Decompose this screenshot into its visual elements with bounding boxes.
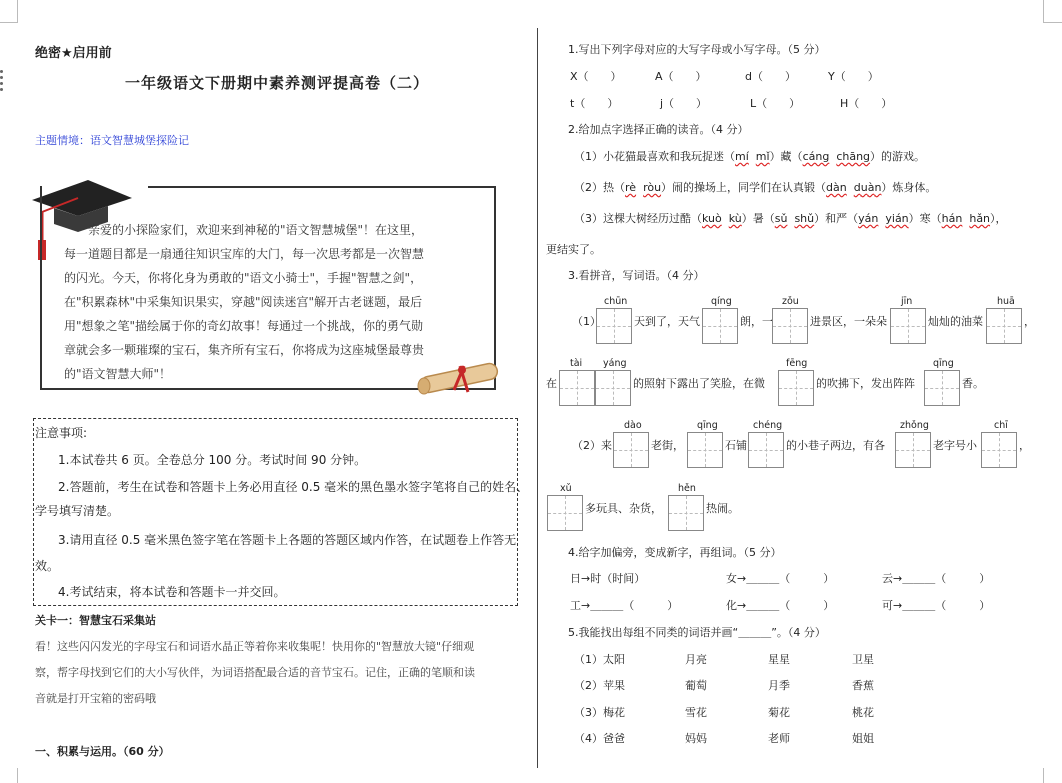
q3-r1-text: ， [1024, 315, 1035, 328]
q1-item-A: A（ ） [655, 70, 707, 83]
char-box[interactable] [895, 432, 931, 468]
story-line-4: 在"积累森林"中采集知识果实，穿越"阅读迷宫"解开古老谜题，最后 [64, 295, 423, 309]
pinyin: chéng [753, 420, 783, 431]
char-box[interactable] [778, 370, 814, 406]
q3-r3-text: 石铺 [725, 439, 747, 452]
char-box[interactable] [748, 432, 784, 468]
confidential-label: 绝密★启用前 [35, 46, 112, 61]
q5-word: 雪花 [685, 706, 707, 719]
q5-word: 葡萄 [685, 679, 707, 692]
q1-title: 1.写出下列字母对应的大写字母或小写字母。（5 分） [568, 43, 826, 56]
q5-word: 星星 [768, 653, 790, 666]
q2-line-3-cont: 更结实了。 [546, 243, 601, 256]
story-line-5: 用"想象之笔"描绘属于你的奇幻故事！每通过一个挑战，你的勇气勋 [64, 319, 424, 333]
q5-word: （4）爸爸 [574, 732, 625, 745]
pinyin: zhǒng [900, 420, 929, 431]
q5-word: 姐姐 [852, 732, 874, 745]
char-box[interactable] [613, 432, 649, 468]
q1-item-L: L（ ） [750, 97, 801, 110]
q5-word: 香蕉 [852, 679, 874, 692]
q4-item: 女→＿＿＿（ ） [726, 572, 835, 585]
corner-mark-bottom-left [17, 768, 18, 783]
level-intro-line-1: 看！这些闪闪发光的字母宝石和词语水晶正等着你来收集呢！快用你的"智慧放大镜"仔细观 [35, 640, 475, 653]
char-box[interactable] [559, 370, 595, 406]
q3-r1-text: 朗，一 [740, 315, 773, 328]
q3-title: 3.看拼音，写词语。（4 分） [568, 269, 705, 282]
diploma-scroll-icon [412, 356, 506, 396]
q5-word: 菊花 [768, 706, 790, 719]
q3-r2-text: 的吹拂下，发出阵阵 [816, 377, 915, 390]
pinyin: hěn [678, 483, 696, 494]
level-intro-line-2: 察，帮字母找到它们的大小写伙伴，为词语搭配最合适的音节宝石。记住，正确的笔顺和读 [35, 666, 475, 679]
q1-item-Y: Y（ ） [828, 70, 879, 83]
char-box[interactable] [772, 308, 808, 344]
q2-line-2: （2）热（rè ròu）闹的操场上，同学们在认真锻（dàn duàn）炼身体。 [574, 181, 937, 194]
corner-mark-bottom-right [1043, 768, 1044, 783]
pinyin: zǒu [782, 296, 799, 307]
q4-item: 可→＿＿＿（ ） [882, 599, 991, 612]
notice-item-2: 2.答题前，考生在试卷和答题卡上务必用直径 0.5 毫米的黑色墨水签字笔将自己的姓名、 [58, 480, 529, 494]
q1-item-t: t（ ） [570, 97, 619, 110]
char-box[interactable] [924, 370, 960, 406]
corner-mark-top-left-h [0, 22, 18, 23]
q3-r1-text: 进景区，一朵朵 [810, 315, 887, 328]
q2-title: 2.给加点字选择正确的读音。（4 分） [568, 123, 749, 136]
story-line-2: 每一道题目都是一扇通往知识宝库的大门，每一次思考都是一次智慧 [64, 247, 425, 261]
q3-r1-text: （1） [572, 315, 601, 328]
pinyin: dào [624, 420, 642, 431]
q5-title: 5.我能找出每组不同类的词语并画“＿＿＿”。（4 分） [568, 626, 826, 639]
notice-item-1: 1.本试卷共 6 页。全卷总分 100 分。考试时间 90 分钟。 [58, 453, 367, 467]
q3-r3-text: 老街， [651, 439, 684, 452]
q3-r4-text: 多玩具、杂货， [585, 502, 662, 515]
q5-word: 卫星 [852, 653, 874, 666]
pinyin: qīng [933, 358, 954, 369]
pinyin: qíng [711, 296, 732, 307]
q3-r1-text: 天到了，天气 [634, 315, 700, 328]
notice-item-3-cont: 效。 [35, 559, 60, 573]
story-line-3: 的闪光。今天，你将化身为勇敢的"语文小骑士"，手握"智慧之剑"， [64, 271, 423, 285]
story-line-7: 的"语文智慧大师"！ [64, 367, 172, 381]
pinyin: huā [997, 296, 1015, 307]
corner-mark-top-right-h [1043, 22, 1062, 23]
pinyin: fēng [786, 358, 808, 369]
q3-r2-text: 的照射下露出了笑脸，在微 [633, 377, 765, 390]
story-line-6: 章就会多一颗璀璨的宝石，集齐所有宝石，你将成为这座城堡最尊贵 [64, 343, 425, 357]
q5-word: 月亮 [685, 653, 707, 666]
corner-mark-top-right [1043, 0, 1044, 22]
q5-word: （2）苹果 [574, 679, 625, 692]
pinyin: chūn [604, 296, 628, 307]
q5-word: （1）太阳 [574, 653, 625, 666]
q1-item-d: d（ ） [745, 70, 796, 83]
notice-item-2-cont: 学号填写清楚。 [35, 504, 120, 518]
pinyin: chī [994, 420, 1008, 431]
char-box[interactable] [596, 308, 632, 344]
pinyin: yáng [603, 358, 627, 369]
q5-word: 老师 [768, 732, 790, 745]
q5-word: （3）梅花 [574, 706, 625, 719]
q1-item-X: X（ ） [570, 70, 622, 83]
q4-item: 工→＿＿＿（ ） [570, 599, 679, 612]
char-box[interactable] [668, 495, 704, 531]
q3-r2-text: 香。 [962, 377, 984, 390]
pinyin: xǔ [560, 483, 572, 494]
level-intro-line-3: 音就是打开宝箱的密码哦 [35, 692, 156, 705]
pinyin: qīng [697, 420, 718, 431]
story-frame-top-border [148, 186, 494, 188]
char-box[interactable] [981, 432, 1017, 468]
q1-item-H: H（ ） [840, 97, 893, 110]
pinyin: tài [570, 358, 583, 369]
char-box[interactable] [595, 370, 631, 406]
level-title: 关卡一：智慧宝石采集站 [35, 614, 156, 627]
side-menu-handle[interactable] [0, 70, 5, 94]
q2-line-3: （3）这棵大树经历过酷（kuò kù）暑（sǔ shǔ）和严（yán yián）寒（hán hǎn）， [574, 212, 1007, 225]
char-box[interactable] [687, 432, 723, 468]
q4-item: 日→时（时间） [570, 572, 646, 585]
q4-title: 4.给字加偏旁，变成新字，再组词。（5 分） [568, 546, 782, 559]
char-box[interactable] [986, 308, 1022, 344]
q3-r4-text: 热闹。 [706, 502, 739, 515]
q1-item-j: j（ ） [660, 97, 708, 110]
q2-line-1: （1）小花猫最喜欢和我玩捉迷（mí mǐ）藏（cáng chāng）的游戏。 [574, 150, 926, 163]
q3-r3-text: 老字号小 [933, 439, 977, 452]
q3-r3-text: ， [1019, 439, 1030, 452]
q3-r3-text: 的小巷子两边，有各 [786, 439, 885, 452]
char-box[interactable] [702, 308, 738, 344]
char-box[interactable] [547, 495, 583, 531]
q4-item: 化→＿＿＿（ ） [726, 599, 835, 612]
pinyin: jīn [901, 296, 913, 307]
section-title: 一、积累与运用。（60 分） [35, 745, 170, 758]
page-title: 一年级语文下册期中素养测评提高卷（二） [125, 74, 430, 92]
char-box[interactable] [890, 308, 926, 344]
q5-word: 桃花 [852, 706, 874, 719]
q5-word: 妈妈 [685, 732, 707, 745]
q5-word: 月季 [768, 679, 790, 692]
notice-item-3: 3.请用直径 0.5 毫米黑色签字笔在答题卡上各题的答题区域内作答，在试题卷上作答无 [58, 533, 517, 547]
q4-item: 云→＿＿＿（ ） [882, 572, 991, 585]
notice-item-4: 4.考试结束，将本试卷和答题卡一并交回。 [58, 585, 286, 599]
q3-r2-text: 在 [546, 377, 557, 390]
theme-line: 主题情境：语文智慧城堡探险记 [35, 134, 189, 147]
column-divider [537, 28, 538, 768]
corner-mark-top-left [17, 0, 18, 22]
q3-r3-text: （2）来 [572, 439, 612, 452]
story-line-1: 亲爱的小探险家们，欢迎来到神秘的"语文智慧城堡"！在这里， [88, 223, 424, 237]
notice-title: 注意事项: [35, 426, 88, 440]
q3-r1-text: 灿灿的油菜 [928, 315, 983, 328]
